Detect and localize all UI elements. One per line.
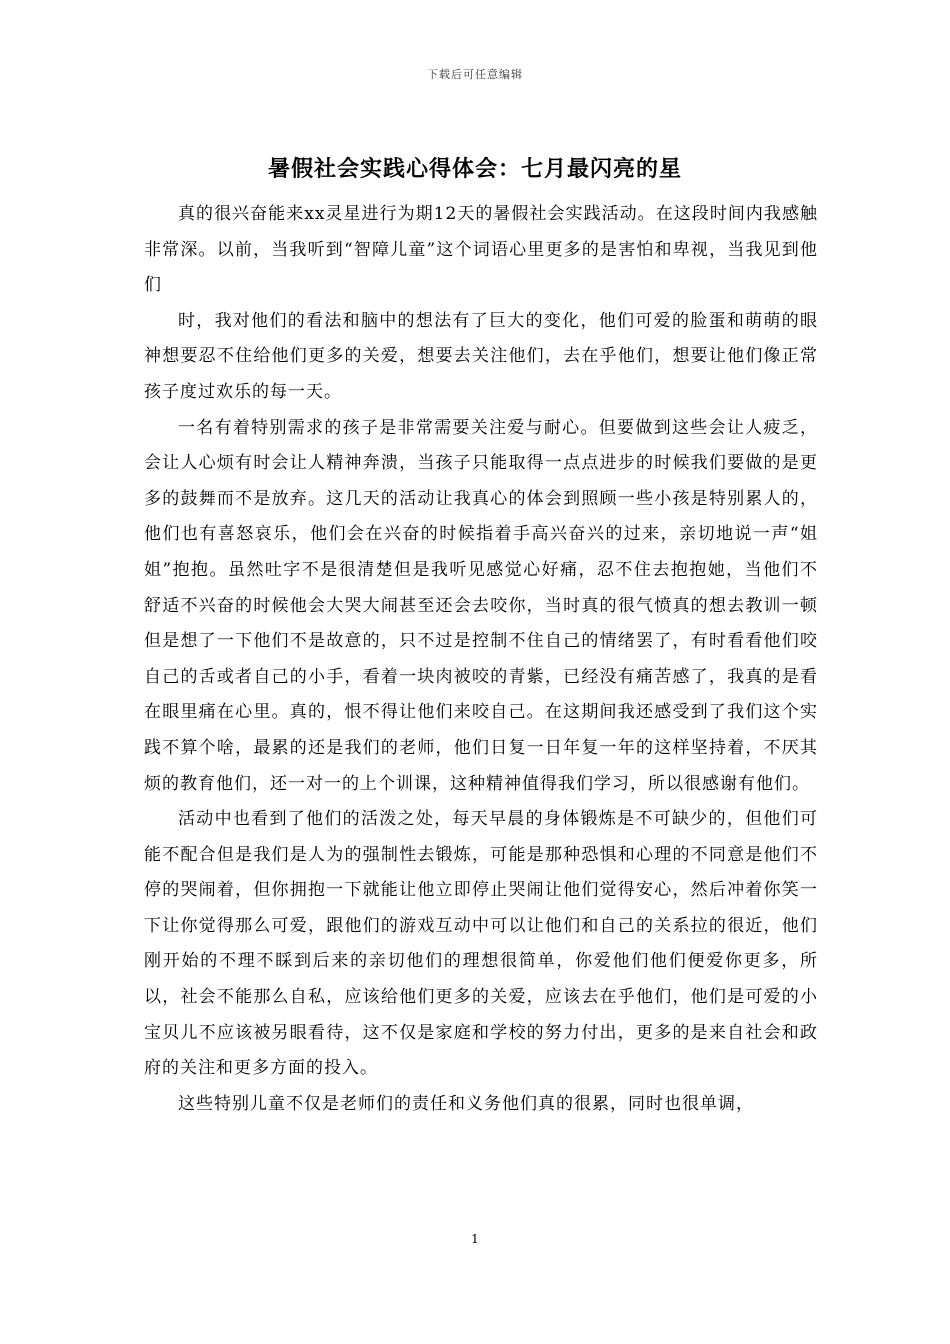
page-number: 1 [471,1232,479,1246]
page-header-note: 下载后可任意编辑 [427,68,523,81]
paragraph: 活动中也看到了他们的活泼之处，每天早晨的身体锻炼是不可缺少的，但他们可能不配合但是我们是人为的强制性去锻炼，可能是那种恐惧和心理的不同意是他们不停的哭闹着，但你拥抱一下就能让他立即停止哭闹让他们觉得安心，然后冲着你笑一下让你觉得那么可爱，跟他们的游戏互动中可以让他们和自己的关系拉的很近，他们刚开始的不理不睬到后来的亲切他们的理想很简单，你爱他们他们便爱你更多，所以，社会不能那么自私，应该给他们更多的关爱，应该去在乎他们，他们是可爱的小宝贝儿不应该被另眼看待，这不仅是家庭和学校的努力付出，更多的是来自社会和政府的关注和更多方面的投入。 [144,809,818,1079]
paragraph: 真的很兴奋能来xx灵星进行为期12天的暑假社会实践活动。在这段时间内我感触非常深。以前，当我听到“智障儿童”这个词语心里更多的是害怕和卑视，当我见到他们 [144,204,818,296]
document-title: 暑假社会实践心得体会：七月最闪亮的星 [267,156,682,182]
paragraph: 一名有着特别需求的孩子是非常需要关注爱与耐心。但要做到这些会让人疲乏，会让人心烦有时会让人精神奔溃，当孩子只能取得一点点进步的时候我们要做的是更多的鼓舞而不是放弃。这几天的活动让我真心的体会到照顾一些小孩是特别累人的，他们也有喜怒哀乐，他们会在兴奋的时候指着手高兴奋兴的过来，亲切地说一声“姐姐”抱抱。虽然吐字不是很清楚但是我听见感觉心好痛，忍不住去抱抱她，当他们不舒适不兴奋的时候他会大哭大闹甚至还会去咬你，当时真的很气愤真的想去教训一顿但是想了一下他们不是故意的，只不过是控制不住自己的情绪罢了，有时看看他们咬自己的舌或者自己的小手，看着一块肉被咬的青紫，已经没有痛苦感了，我真的是看在眼里痛在心里。真的，恨不得让他们来咬自己。在这期间我还感受到了我们这个实践不算个啥，最累的还是我们的老师，他们日复一日年复一年的这样坚持着，不厌其烦的教育他们，还一对一的上个训课，这种精神值得我们学习，所以很感谢有他们。 [144,417,818,794]
document-body [144,197,818,1122]
paragraph: 这些特别儿童不仅是老师们的责任和义务他们真的很累，同时也很单调， [178,1093,754,1114]
paragraph: 时，我对他们的看法和脑中的想法有了巨大的变化，他们可爱的脸蛋和萌萌的眼神想要忍不住给他们更多的关爱，想要去关注他们，去在乎他们，想要让他们像正常孩子度过欢乐的每一天。 [144,310,818,402]
